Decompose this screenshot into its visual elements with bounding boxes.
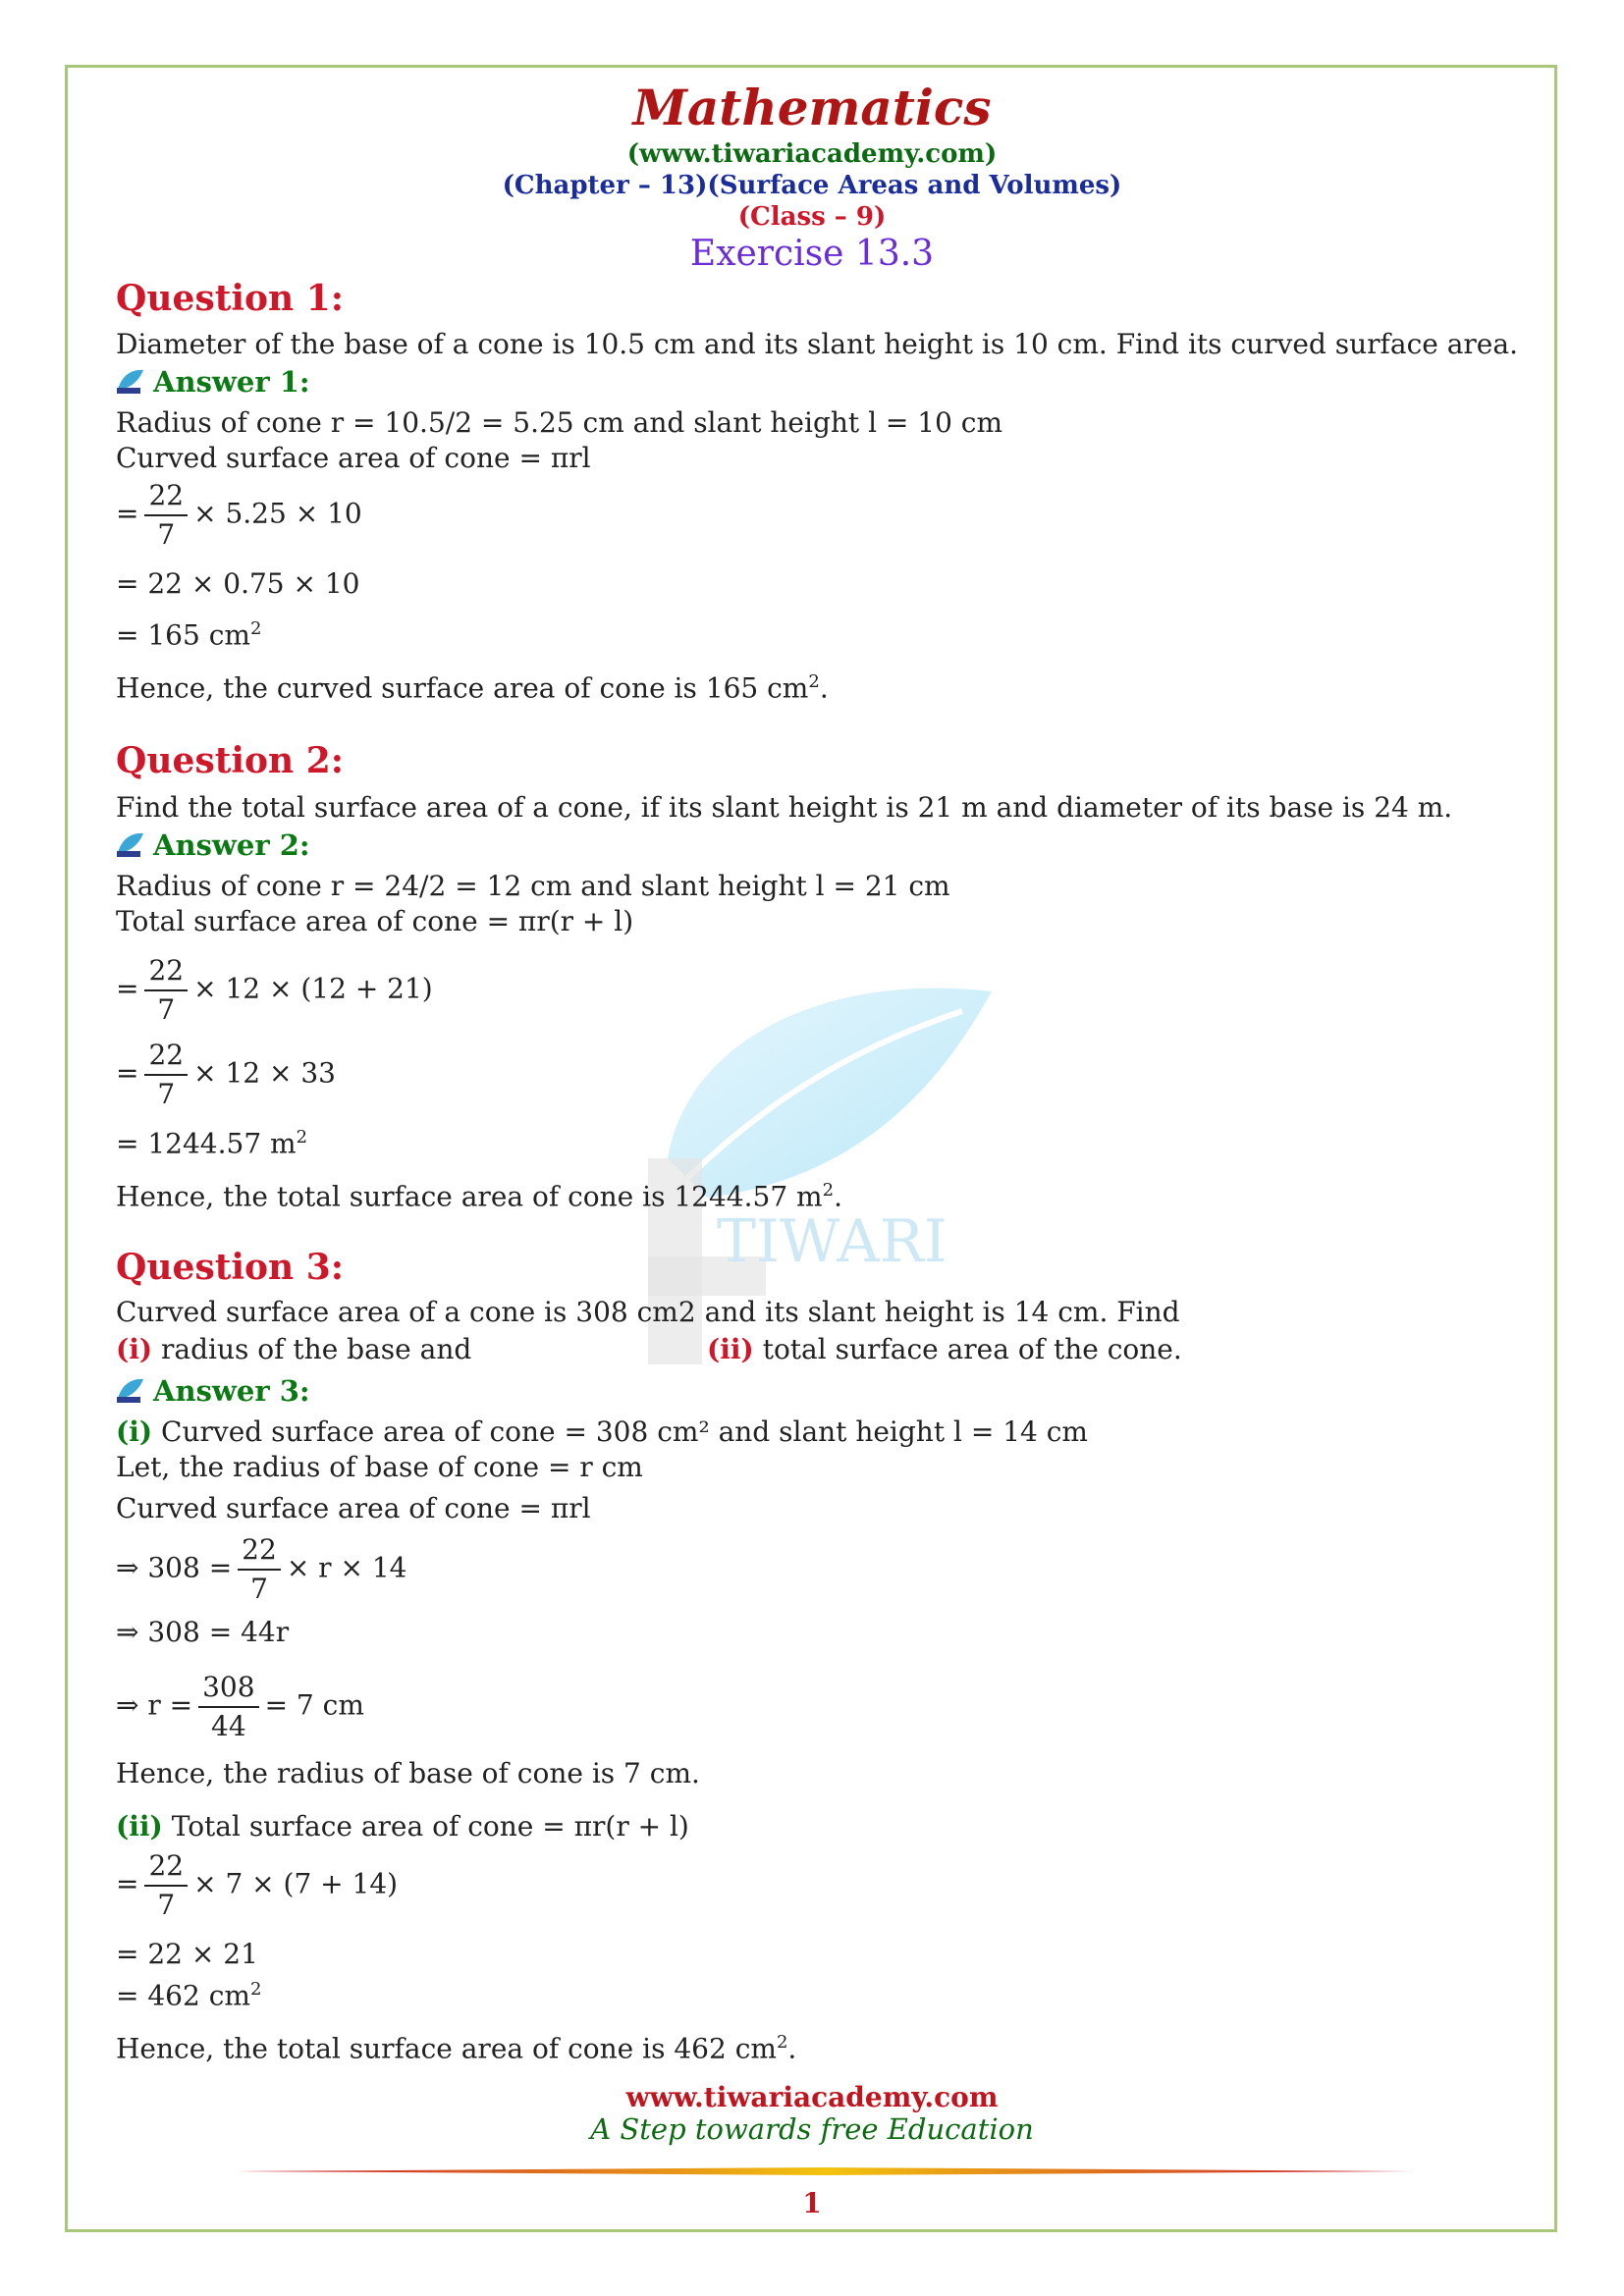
header-class: (Class – 9) <box>737 202 887 232</box>
answer-1-line-1: Radius of cone r = 10.5/2 = 5.25 cm and slant height l = 10 cm <box>116 406 1003 439</box>
header-site: (www.tiwariacademy.com) <box>626 139 998 169</box>
answer-3-ii-line-1: (ii) Total surface area of cone = πr(r + l) <box>116 1810 689 1842</box>
answer-2-heading: Answer 2: <box>116 828 310 862</box>
answer-1-step-1: = $\frac{22}{7}$ × 5.25 × 10 <box>116 477 362 554</box>
tiwari-leaf-icon <box>116 831 145 859</box>
answer-3-i-step-1: ⇒ 308 = $\frac{22}{7}$ × r × 14 <box>116 1531 406 1608</box>
answer-3-i-conclusion: Hence, the radius of base of cone is 7 cm. <box>116 1757 700 1789</box>
answer-3-heading: Answer 3: <box>116 1374 310 1408</box>
fraction: $\frac{22}{7}$ <box>144 477 188 554</box>
answer-3-i-step-3: ⇒ r = $\frac{308}{44}$ = 7 cm <box>116 1669 364 1745</box>
answer-1-conclusion: Hence, the curved surface area of cone is 165 $cm^2$. <box>116 671 829 705</box>
answer-3-ii-step-3: = 462 $cm^2$ <box>116 1979 262 2012</box>
page-number: 1 <box>802 2187 822 2219</box>
answer-3-i-line-1: (i) Curved surface area of cone = 308 cm² and slant height l = 14 cm <box>116 1415 1088 1448</box>
question-3-heading: Question 3: <box>116 1247 345 1288</box>
watermark-text: TIWARI <box>717 1207 947 1276</box>
fraction: $\frac{308}{44}$ <box>198 1669 258 1745</box>
answer-3-i-step-2: ⇒ 308 = 44r <box>116 1616 290 1648</box>
answer-1-line-2: Curved surface area of cone = πrl <box>116 442 591 474</box>
answer-1-heading: Answer 1: <box>116 365 310 399</box>
answer-3-i-line-3: Curved surface area of cone = πrl <box>116 1492 591 1524</box>
question-2-text: Find the total surface area of a cone, if its slant height is 21 m and diameter of its base is 24 m. <box>116 791 1453 824</box>
answer-1-step-2: = 22 × 0.75 × 10 <box>116 567 360 600</box>
question-3-part-i: (i) radius of the base and <box>116 1333 472 1365</box>
question-1-heading: Question 1: <box>116 278 345 319</box>
answer-3-ii-step-2: = 22 × 21 <box>116 1938 258 1970</box>
tiwari-leaf-icon <box>116 1377 145 1405</box>
answer-2-line-1: Radius of cone r = 24/2 = 12 cm and slant height l = 21 cm <box>116 870 950 902</box>
footer-site-link[interactable]: www.tiwariacademy.com <box>625 2081 999 2113</box>
tiwari-leaf-icon <box>116 368 145 396</box>
answer-3-ii-step-1: = $\frac{22}{7}$ × 7 × (7 + 14) <box>116 1847 398 1924</box>
fraction: $\frac{22}{7}$ <box>238 1531 281 1608</box>
question-3-text: Curved surface area of a cone is 308 cm2 and its slant height is 14 cm. Find <box>116 1296 1180 1328</box>
answer-2-conclusion: Hence, the total surface area of cone is 1244.57 $m^2$. <box>116 1180 842 1213</box>
footer-tagline: A Step towards free Education <box>590 2112 1034 2146</box>
fraction: $\frac{22}{7}$ <box>144 1037 188 1113</box>
answer-2-step-1: = $\frac{22}{7}$ × 12 × (12 + 21) <box>116 952 433 1029</box>
fraction: $\frac{22}{7}$ <box>144 952 188 1029</box>
answer-1-step-3: = 165 $cm^2$ <box>116 618 262 652</box>
question-3-part-ii: (ii) total surface area of the cone. <box>707 1333 1182 1365</box>
exercise-title: Exercise 13.3 <box>689 234 935 274</box>
fraction: $\frac{22}{7}$ <box>144 1847 188 1924</box>
page-title: Mathematics <box>632 79 992 136</box>
answer-2-step-3: = 1244.57 $m^2$ <box>116 1127 308 1160</box>
footer-divider <box>239 2167 1414 2175</box>
header-chapter: (Chapter – 13)(Surface Areas and Volumes) <box>502 171 1122 200</box>
question-2-heading: Question 2: <box>116 740 345 781</box>
answer-2-line-2: Total surface area of cone = πr(r + l) <box>116 905 634 937</box>
answer-3-ii-conclusion: Hence, the total surface area of cone is 462 $cm^2$. <box>116 2032 797 2065</box>
answer-2-step-2: = $\frac{22}{7}$ × 12 × 33 <box>116 1037 336 1113</box>
question-1-text: Diameter of the base of a cone is 10.5 cm and its slant height is 10 cm. Find its curved surface area. <box>116 328 1518 360</box>
answer-3-i-line-2: Let, the radius of base of cone = r cm <box>116 1451 643 1483</box>
